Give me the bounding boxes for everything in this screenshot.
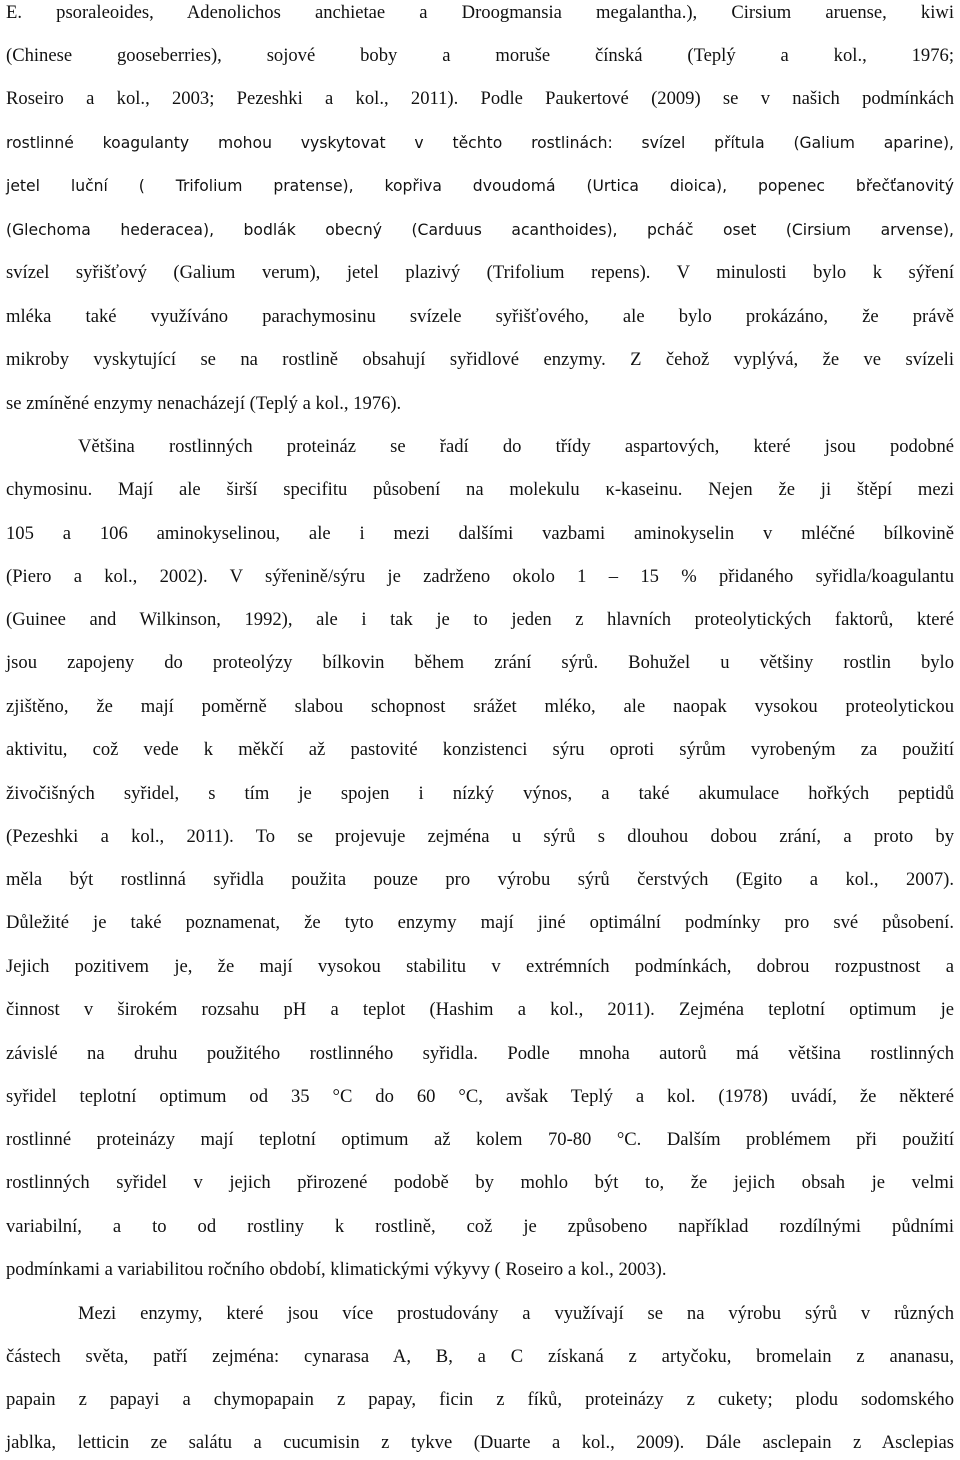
text-line-4: rostlinné koagulanty mohou vyskytovat v těchto rostlinách: svízel přítula (Galium aparine),: [6, 134, 954, 152]
text-line-5: jetel luční ( Trifolium pratense), kopřiva dvoudomá (Urtica dioica), popenec břečťanovitý: [6, 177, 954, 195]
text-line-33: papain z papayi a chymopapain z papay, ficin z fíků, proteinázy z cukety; plodu sodomského: [6, 1389, 954, 1410]
text-line-12: chymosinu. Mají ale širší specifitu působení na molekulu κ-kaseinu. Nejen že ji štěpí mezi: [6, 479, 954, 500]
text-line-2: (Chinese gooseberries), sojové boby a moruše čínská (Teplý a kol., 1976;: [6, 45, 954, 66]
text-line-23: Jejich pozitivem je, že mají vysokou stabilitu v extrémních podmínkách, dobrou rozpustnost a: [6, 956, 954, 977]
text-line-34: jablka, letticin ze salátu a cucumisin z tykve (Duarte a kol., 2009). Dále asclepain z Asclepias: [6, 1432, 954, 1453]
text-line-28: rostlinných syřidel v jejich přirozené podobě by mohlo být to, že jejich obsah je velmi: [6, 1172, 954, 1193]
text-line-32: částech světa, patří zejména: cynarasa A, B, a C získaná z artyčoku, bromelain z ananasu,: [6, 1346, 954, 1367]
text-line-16: jsou zapojeny do proteolýzy bílkovin během zrání sýrů. Bohužel u většiny rostlin bylo: [6, 652, 954, 673]
paragraph-start-line-2: Mezi enzymy, které jsou více prostudovány a využívají se na výrobu sýrů v různých: [78, 1303, 954, 1324]
text-line-13: 105 a 106 aminokyselinou, ale i mezi dalšími vazbami aminokyselin v mléčné bílkovině: [6, 523, 954, 544]
text-line-25: závislé na druhu použitého rostlinného syřidla. Podle mnoha autorů má většina rostlinných: [6, 1043, 954, 1064]
text-line-26: syřidel teplotní optimum od 35 °C do 60 °C, avšak Teplý a kol. (1978) uvádí, že některé: [6, 1086, 954, 1107]
text-line-6: (Glechoma hederacea), bodlák obecný (Carduus acanthoides), pcháč oset (Cirsium arvense),: [6, 221, 954, 239]
text-line-30: podmínkami a variabilitou ročního období, klimatickými výkyvy ( Roseiro a kol., 2003).: [6, 1259, 667, 1280]
text-line-29: variabilní, a to od rostliny k rostlině, což je způsobeno například rozdílnými půdními: [6, 1216, 954, 1237]
text-line-22: Důležité je také poznamenat, že tyto enzymy mají jiné optimální podmínky pro své působení.: [6, 912, 954, 933]
text-line-20: (Pezeshki a kol., 2011). To se projevuje zejména u sýrů s dlouhou dobou zrání, a proto by: [6, 826, 954, 847]
text-line-1: E. psoraleoides, Adenolichos anchietae a Droogmansia megalantha.), Cirsium aruense, kiwi: [6, 2, 954, 23]
text-line-9: mikroby vyskytující se na rostlině obsahují syřidlové enzymy. Z čehož vyplývá, že ve svízeli: [6, 349, 954, 370]
text-line-8: mléka také využíváno parachymosinu svízele syřišťového, ale bylo prokázáno, že právě: [6, 306, 954, 327]
text-line-10: se zmíněné enzymy nenacházejí (Teplý a kol., 1976).: [6, 393, 402, 414]
text-line-19: živočišných syřidel, s tím je spojen i nízký výnos, a také akumulace hořkých peptidů: [6, 783, 954, 804]
text-line-27: rostlinné proteinázy mají teplotní optimum až kolem 70-80 °C. Dalším problémem při použití: [6, 1129, 954, 1150]
text-line-3: Roseiro a kol., 2003; Pezeshki a kol., 2011). Podle Paukertové (2009) se v našich podmínkách: [6, 88, 954, 109]
text-line-17: zjištěno, že mají poměrně slabou schopnost srážet mléko, ale naopak vysokou proteolytickou: [6, 696, 954, 717]
text-line-7: svízel syřišťový (Galium verum), jetel plazivý (Trifolium repens). V minulosti bylo k sýření: [6, 262, 954, 283]
text-line-24: činnost v širokém rozsahu pH a teplot (Hashim a kol., 2011). Zejména teplotní optimum je: [6, 999, 954, 1020]
paragraph-start-line: Většina rostlinných proteináz se řadí do třídy aspartových, které jsou podobné: [78, 436, 954, 457]
text-line-18: aktivitu, což vede k měkčí až pastovité konzistenci sýru oproti sýrům vyrobeným za použití: [6, 739, 954, 760]
text-line-15: (Guinee and Wilkinson, 1992), ale i tak je to jeden z hlavních proteolytických faktorů, které: [6, 609, 954, 630]
text-line-14: (Piero a kol., 2002). V sýřenině/sýru je zadrženo okolo 1 – 15 % přidaného syřidla/koagulantu: [6, 566, 954, 587]
text-line-21: měla být rostlinná syřidla použita pouze pro výrobu sýrů čerstvých (Egito a kol., 2007).: [6, 869, 954, 890]
